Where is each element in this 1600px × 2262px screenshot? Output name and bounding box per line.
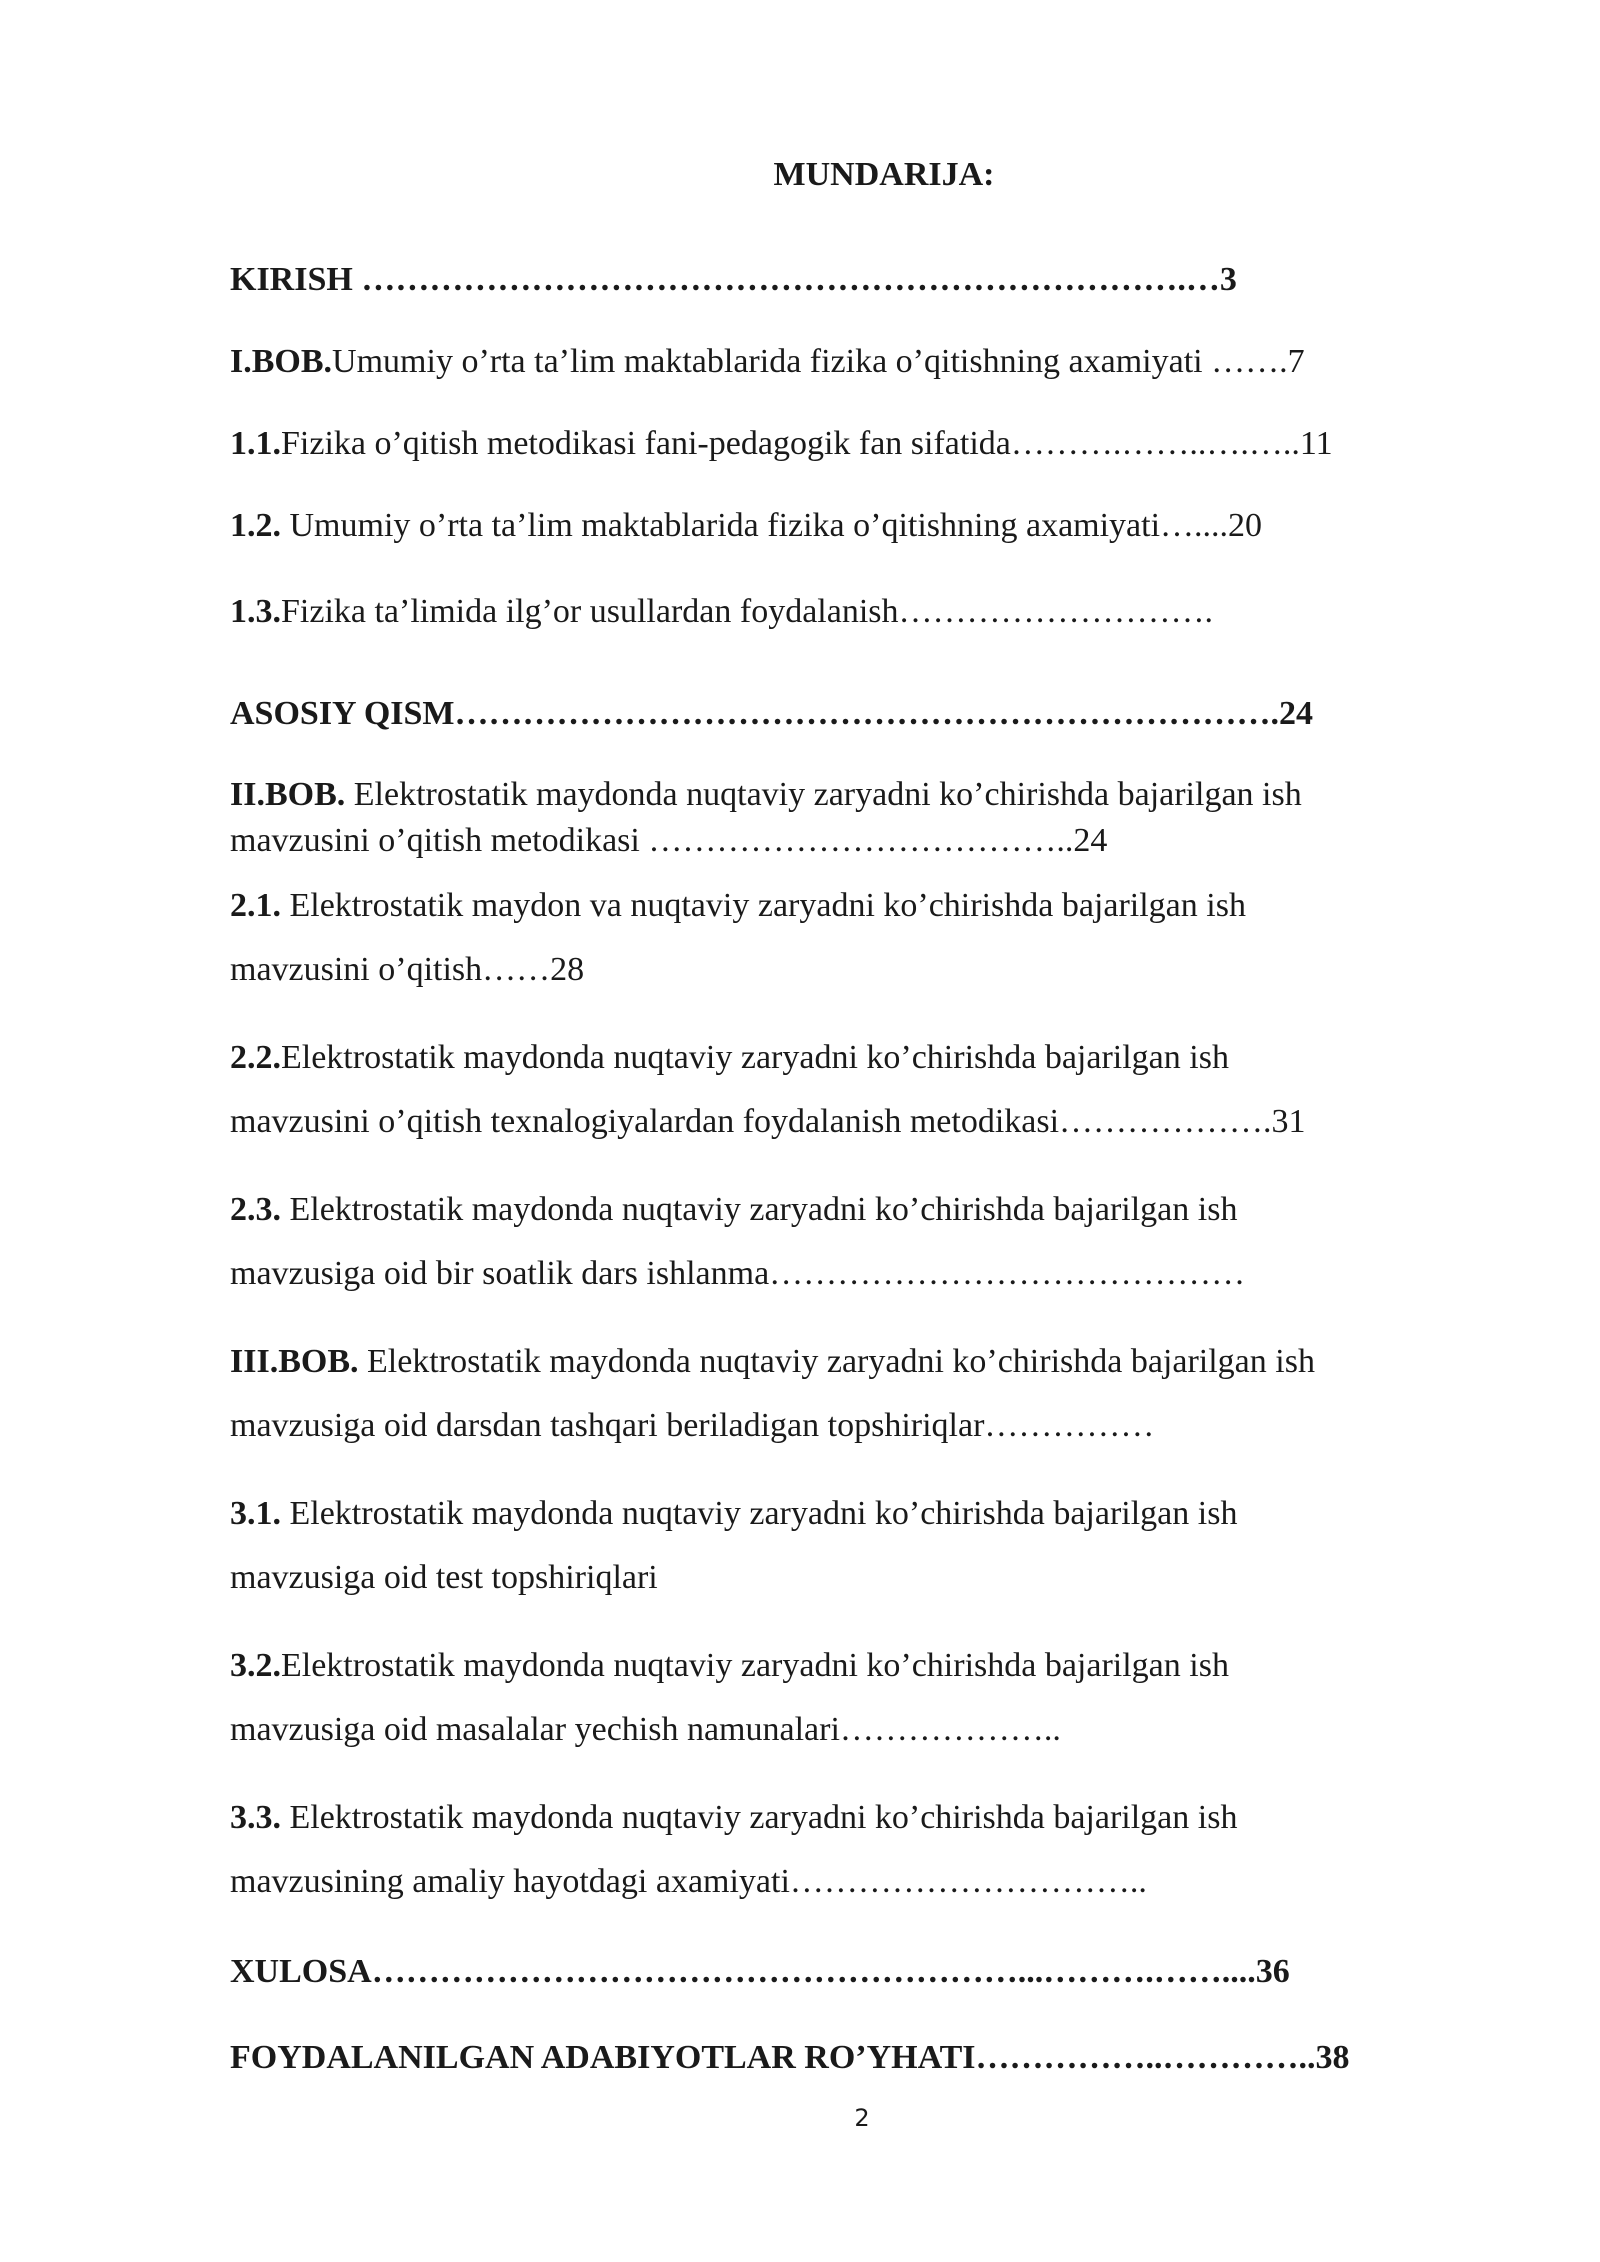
- toc-entry-text: Fizika ta’limida ilg’or usullardan foydalanish……………………….: [281, 593, 1214, 630]
- toc-entry-bob-3[interactable]: [230, 1330, 1315, 1458]
- toc-entry-text: Elektrostatik maydonda nuqtaviy zaryadni ko’chirishda bajarilgan ish: [281, 1495, 1238, 1532]
- toc-entry-1-3[interactable]: [230, 580, 1213, 644]
- toc-entry-text: Elektrostatik maydonda nuqtaviy zaryadni ko’chirishda bajarilgan ish: [345, 776, 1302, 813]
- toc-entry-text: Elektrostatik maydonda nuqtaviy zaryadni ko’chirishda bajarilgan ish: [281, 1799, 1238, 1836]
- toc-entry-text-line-2: mavzusini o’qitish metodikasi ………………………………..24: [230, 822, 1108, 859]
- toc-entry-label: 1.3.: [230, 593, 281, 630]
- toc-entry-2-2[interactable]: [230, 1026, 1306, 1154]
- toc-entry-2-3[interactable]: [230, 1178, 1245, 1306]
- toc-entry-label: III.BOB.: [230, 1343, 359, 1380]
- toc-entry-label: 2.3.: [230, 1191, 281, 1228]
- toc-entry-text: FOYDALANILGAN ADABIYOTLAR RO’YHATI……………..…………..38: [230, 2039, 1350, 2076]
- toc-entry-text-line-2: mavzusini o’qitish……28: [230, 951, 585, 988]
- toc-entry-3-3[interactable]: [230, 1786, 1237, 1914]
- toc-entry-text: KIRISH ……………………………………………………………….…3: [230, 261, 1237, 298]
- toc-entry-asosiy-qism[interactable]: [230, 682, 1313, 746]
- toc-entry-xulosa[interactable]: [230, 1940, 1290, 2004]
- toc-entry-text-line-2: mavzusiga oid test topshiriqlari: [230, 1559, 658, 1596]
- toc-entry-text: Elektrostatik maydon va nuqtaviy zaryadni ko’chirishda bajarilgan ish: [281, 887, 1246, 924]
- toc-entry-text: Fizika o’qitish metodikasi fani-pedagogik fan sifatida……….……..….…..11: [281, 425, 1333, 462]
- page-title: MUNDARIJA:: [773, 156, 995, 193]
- toc-entry-label: 3.1.: [230, 1495, 281, 1532]
- toc-entry-label: 1.1.: [230, 425, 281, 462]
- toc-entry-3-1[interactable]: [230, 1482, 1237, 1610]
- toc-entry-text-line-2: mavzusini o’qitish texnalogiyalardan foydalanish metodikasi……………….31: [230, 1103, 1306, 1140]
- toc-entry-text: ASOSIY QISM……………………………………………………………….24: [230, 695, 1314, 732]
- toc-entry-text-line-2: mavzusining amaliy hayotdagi axamiyati…………………………..: [230, 1863, 1147, 1900]
- toc-entry-bob-1[interactable]: [230, 330, 1305, 394]
- toc-entry-text-line-2: mavzusiga oid masalalar yechish namunalari………………..: [230, 1711, 1061, 1748]
- toc-entry-1-2[interactable]: [230, 494, 1262, 558]
- toc-entry-label: 2.1.: [230, 887, 281, 924]
- toc-entry-kirish[interactable]: [230, 248, 1237, 312]
- toc-entry-text: Elektrostatik maydonda nuqtaviy zaryadni ko’chirishda bajarilgan ish: [281, 1647, 1229, 1684]
- toc-entry-text: Umumiy o’rta ta’lim maktablarida fizika o’qitishning axamiyati…....20: [281, 507, 1263, 544]
- toc-entry-label: 1.2.: [230, 507, 281, 544]
- toc-entry-3-2[interactable]: [230, 1634, 1229, 1762]
- toc-entry-text: Elektrostatik maydonda nuqtaviy zaryadni ko’chirishda bajarilgan ish: [281, 1191, 1238, 1228]
- toc-entry-text: Umumiy o’rta ta’lim maktablarida fizika o’qitishning axamiyati …….7: [332, 343, 1305, 380]
- toc-entry-2-1[interactable]: [230, 874, 1246, 1002]
- toc-entry-label: 2.2.: [230, 1039, 281, 1076]
- toc-entry-label: I.BOB.: [230, 343, 333, 380]
- page-number: 2: [854, 2104, 870, 2132]
- toc-entry-text-line-2: mavzusiga oid darsdan tashqari beriladigan topshiriqlar……………: [230, 1407, 1155, 1444]
- toc-entry-text-line-2: mavzusiga oid bir soatlik dars ishlanma……………………………………: [230, 1255, 1246, 1292]
- toc-entry-adabiyotlar[interactable]: [230, 2026, 1350, 2090]
- toc-entry-text: XULOSA…………………………………………………...……….……....36: [230, 1953, 1290, 1990]
- toc-entry-text: Elektrostatik maydonda nuqtaviy zaryadni ko’chirishda bajarilgan ish: [358, 1343, 1315, 1380]
- toc-entry-label: 3.2.: [230, 1647, 281, 1684]
- toc-entry-text: Elektrostatik maydonda nuqtaviy zaryadni ko’chirishda bajarilgan ish: [281, 1039, 1229, 1076]
- toc-entry-label: II.BOB.: [230, 776, 346, 813]
- toc-entry-label: 3.3.: [230, 1799, 281, 1836]
- toc-entry-1-1[interactable]: [230, 412, 1333, 476]
- toc-entry-bob-2[interactable]: [230, 772, 1302, 864]
